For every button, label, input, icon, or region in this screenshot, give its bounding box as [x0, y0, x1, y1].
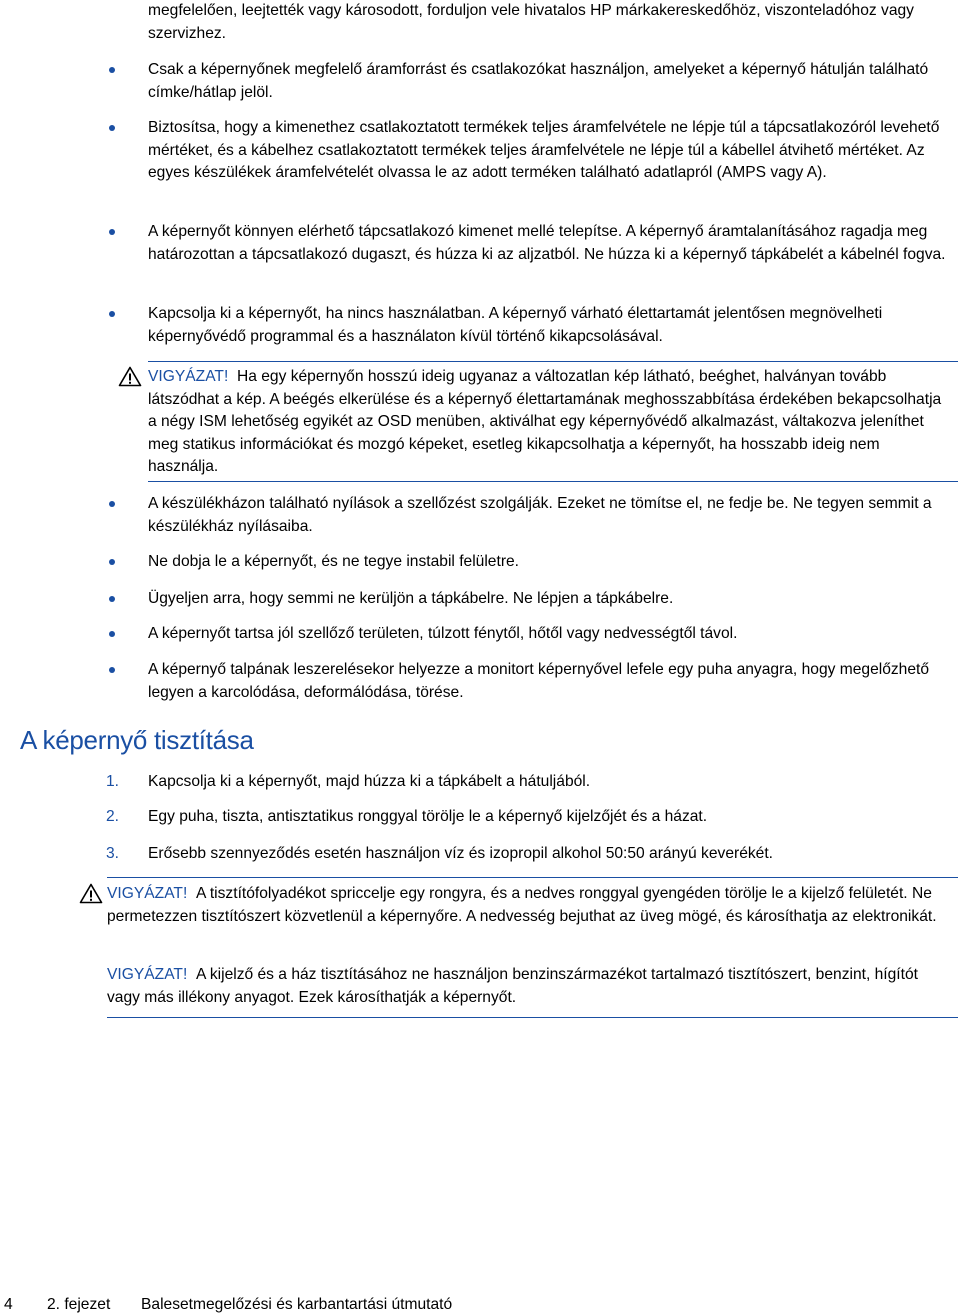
- list-item: [148, 551, 950, 574]
- list-item: [148, 623, 950, 646]
- list-item: [148, 659, 950, 704]
- bullet-dot: [109, 67, 115, 73]
- footer-chapter-title: Balesetmegelőzési és karbantartási útmutató: [141, 1296, 453, 1313]
- section-heading: A képernyő tisztítása: [20, 725, 254, 755]
- step-number: 1.: [106, 773, 120, 790]
- caution-label: VIGYÁZAT!: [148, 368, 229, 385]
- caution-note: [148, 366, 948, 479]
- caution-text: A kijelző és a ház tisztításához ne használjon benzinszármazékot tartalmazó tisztítószert, benzint, hígítót vagy más illékony anyagot. Ezek károsíthatják a képernyőt.: [107, 966, 918, 1006]
- list-item: [148, 303, 950, 348]
- step-number: 3.: [106, 845, 120, 862]
- list-item: [148, 588, 950, 611]
- bullet-text: A készülékházon található nyílások a szellőzést szolgálják. Ezeket ne tömítse el, ne fedje be. Ne tegyen semmit a készülékház nyílásaiba.: [148, 495, 932, 535]
- bullet-dot: [109, 125, 115, 131]
- numbered-step: [106, 806, 950, 829]
- numbered-step: [106, 843, 950, 866]
- caution-rule-bottom: [107, 1017, 958, 1018]
- bullet-text: Csak a képernyőnek megfelelő áramforrást és csatlakozókat használjon, amelyeket a képernyő hátulján található címke/hátlap jelöl.: [148, 61, 929, 101]
- bullet-dot: [109, 311, 115, 317]
- step-text: Kapcsolja ki a képernyőt, majd húzza ki a tápkábelt a hátuljából.: [148, 773, 591, 790]
- bullet-text: Ne dobja le a képernyőt, és ne tegye instabil felületre.: [148, 553, 520, 570]
- caution-label: VIGYÁZAT!: [107, 966, 188, 983]
- numbered-step: [106, 771, 950, 794]
- bullet-text: A képernyőt könnyen elérhető tápcsatlakozó kimenet mellé telepítse. A képernyő áramtalanításához ragadja meg határozottan a tápcsatlakozó dugaszt, és húzza ki az aljzatból. Ne húzza ki a képernyő tápkábelét a kábelnél fogva.: [148, 223, 946, 263]
- step-number: 2.: [106, 808, 120, 825]
- bullet-text: A képernyőt tartsa jól szellőző területen, túlzott fénytől, hőtől vagy nedvességtől távol.: [148, 625, 738, 642]
- bullet-text: Kapcsolja ki a képernyőt, ha nincs használatban. A képernyő várható élettartamát jelentősen megnövelheti képernyővédő programmal és a használaton kívül történő kikapcsolásával.: [148, 305, 883, 345]
- bullet-dot: [109, 501, 115, 507]
- caution-rule-top: [107, 877, 958, 878]
- caution-note: [107, 883, 955, 928]
- list-item: [148, 221, 950, 266]
- bullet-text: Biztosítsa, hogy a kimenethez csatlakoztatott termékek teljes áramfelvétele ne lépje túl a tápcsatlakozóról levehető mértéket, és a kábelhez csatlakoztatott termékek teljes áramfelvétele ne lépje túl a kábellel átvihető mértéket. Az egyes készülékek áramfelvételét olvassa le az adott terméken található adatlapról (AMPS vagy A).: [148, 119, 940, 181]
- list-item: [148, 117, 950, 185]
- caution-text: A tisztítófolyadékot spriccelje egy rongyra, és a nedves ronggyal gyengéden törölje le a kijelző felületét. Ne permetezzen tisztítószert közvetlenül a képernyőre. A nedvesség bejuthat az üveg mögé, és károsíthatja az elektronikát.: [107, 885, 937, 925]
- page-number: 4: [4, 1296, 13, 1313]
- bullet-dot: [109, 631, 115, 637]
- bullet-text: Ügyeljen arra, hogy semmi ne kerüljön a tápkábelre. Ne lépjen a tápkábelre.: [148, 590, 674, 607]
- caution-rule-top: [148, 361, 958, 362]
- warning-triangle-icon: [79, 883, 103, 904]
- step-text: Egy puha, tiszta, antisztatikus ronggyal törölje le a képernyő kijelzőjét és a házat.: [148, 808, 708, 825]
- bullet-dot: [109, 229, 115, 235]
- intro-continuation: megfelelően, leejtették vagy károsodott, forduljon vele hivatalos HP márkakereskedőhöz, viszonteladóhoz vagy szervizhez.: [148, 2, 914, 42]
- list-item: [148, 493, 950, 538]
- caution-text: Ha egy képernyőn hosszú ideig ugyanaz a változatlan kép látható, beéghet, halványan tovább látszódhat a kép. A beégés elkerülése és a képernyő élettartamának meghosszabbítása érdekében bekapcsolhatja a négy ISM lehetőség egyikét az OSD menüben, aktiválhat egy képernyővédő alkalmazást, váltakozva jeleníthet meg statikus információkat és mozgó képeket, esetleg kikapcsolhatja a képernyőt, ha hosszabb ideig nem használja.: [148, 368, 942, 475]
- bullet-text: A képernyő talpának leszerelésekor helyezze a monitort képernyővel lefele egy puha anyagra, hogy megelőzhető legyen a karcolódása, deformálódása, törése.: [148, 661, 930, 701]
- bullet-dot: [109, 667, 115, 673]
- bullet-dot: [109, 596, 115, 602]
- step-text: Erősebb szennyeződés esetén használjon víz és izopropil alkohol 50:50 arányú keverékét.: [148, 845, 773, 862]
- caution-note: [107, 964, 955, 1009]
- footer-chapter: 2. fejezet: [47, 1296, 111, 1313]
- list-item: [148, 59, 950, 104]
- warning-triangle-icon: [118, 366, 142, 387]
- caution-rule-bottom: [148, 481, 958, 482]
- caution-label: VIGYÁZAT!: [107, 885, 188, 902]
- bullet-dot: [109, 559, 115, 565]
